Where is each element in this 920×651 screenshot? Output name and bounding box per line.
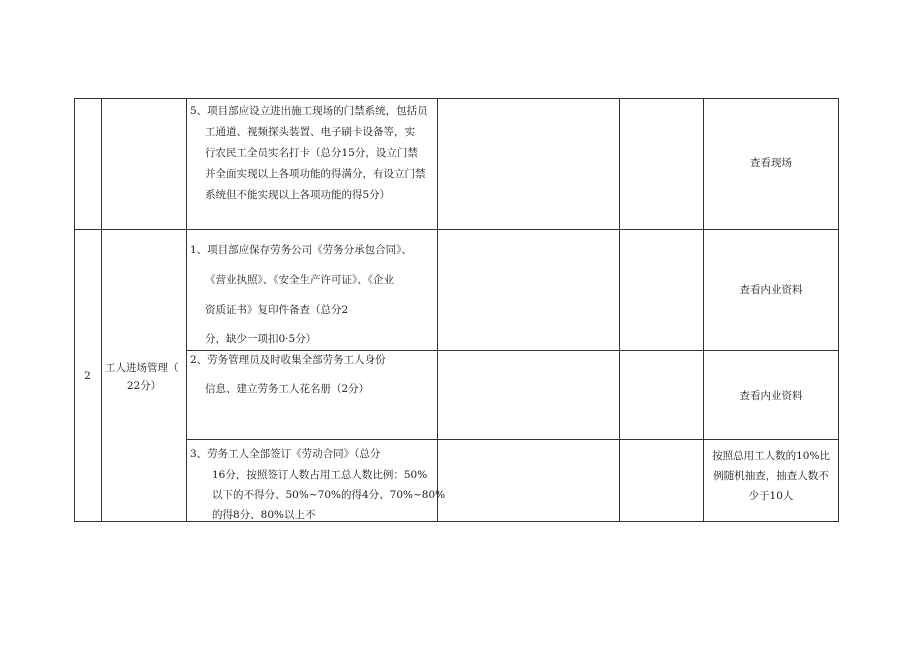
table-border-bottom [74,521,839,522]
criterion-text: 工通道、视频探头装置、电子刷卡设备等，实 [205,126,415,138]
table-border-top [74,98,839,99]
criterion-text: 5、项目部应设立进出施工现场的门禁系统，包括员 [190,105,428,117]
check-method: 查看内业资料 [739,390,803,402]
criterion-text: 信息、建立劳务工人花名册（2分） [205,383,370,395]
table-border-left [74,98,75,521]
table-divider [101,98,102,521]
check-method: 例随机抽查，抽查人数不 [713,470,829,482]
row-number: 2 [84,370,91,382]
row-separator [74,229,839,230]
check-method: 查看现场 [750,157,792,169]
criterion-text: 系统但不能实现以上各项功能的得5分） [205,189,391,201]
sub-row-separator [186,439,839,440]
criterion-text: 的得8分、80%以上不 [212,509,316,521]
criterion-text: 3、劳务工人全部签订《劳动合同》（总分 [190,448,381,460]
criterion-text: 《营业执照》、《安全生产许可证》、《企业 [205,274,394,286]
check-method: 查看内业资料 [739,284,803,296]
check-method: 少于10人 [748,490,794,502]
criterion-text: 分，缺少一项扣0·5分） [205,333,317,345]
category-score: 22分） [126,380,162,392]
criterion-text: 16分，按照签订人数占用工总人数比例：50% [212,469,428,481]
criterion-text: 资质证书》复印件备查（总分2 [205,304,349,316]
sub-row-separator [186,350,839,351]
criterion-text: 2、劳务管理员及时收集全部劳务工人身份 [190,354,386,366]
criterion-text: 1、项目部应保存劳务公司《劳务分承包合同》、 [190,244,412,256]
criterion-text: 并全面实现以上各项功能的得满分，有设立门禁 [205,168,426,180]
check-method: 按照总用工人数的10%比 [712,450,830,462]
table-divider [619,98,620,521]
table-divider [186,98,187,521]
table-border-right [838,98,839,521]
criterion-text: 以下的不得分、50%~70%的得4分、70%~80% [212,489,446,501]
criterion-text: 行农民工全员实名打卡（总分15分，设立门禁 [205,147,418,159]
category-label: 工人进场管理（ [105,362,179,374]
table-divider [437,98,438,521]
